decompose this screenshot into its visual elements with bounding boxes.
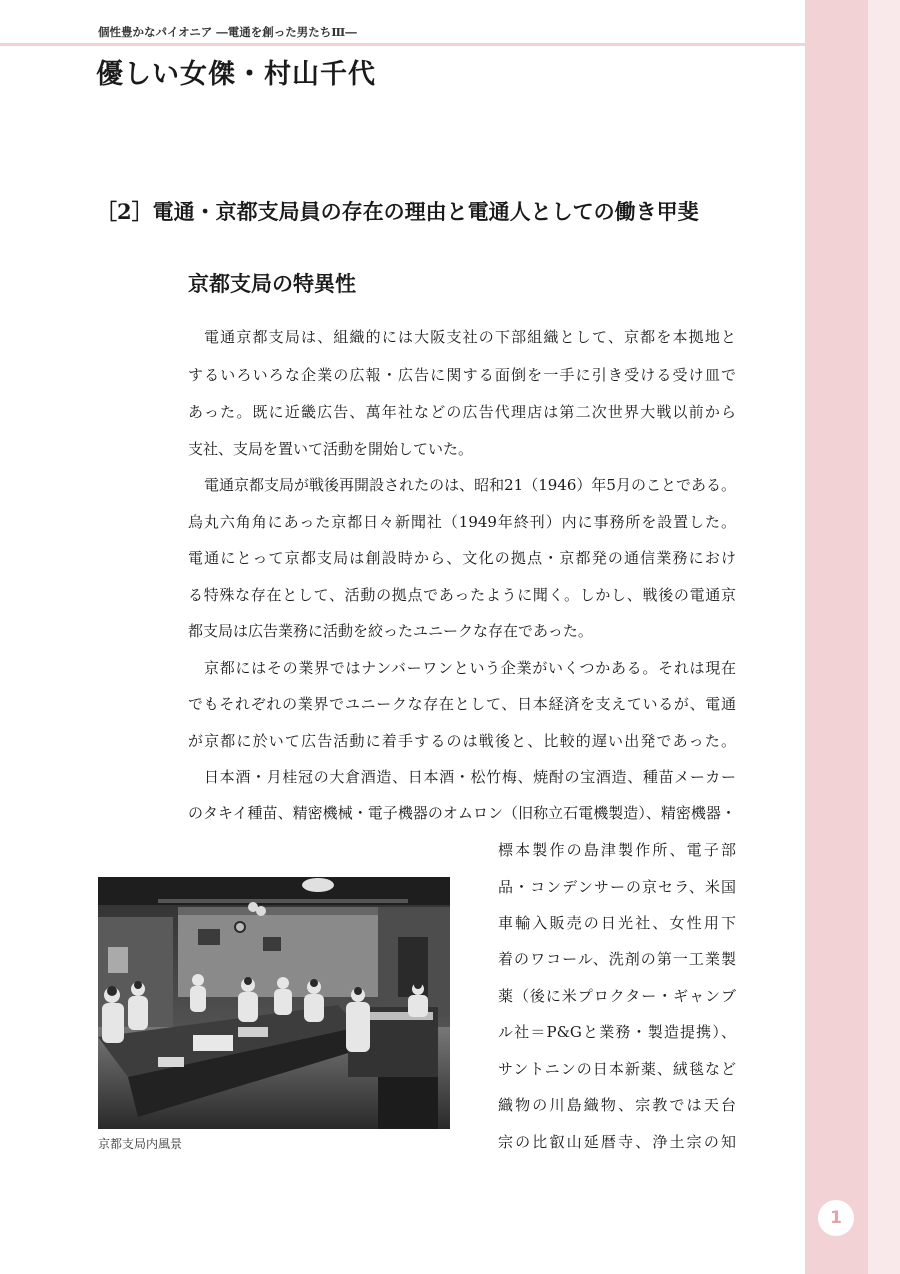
body-line: が京都に於いて広告活動に着手するのは戦後と、比較的遅い出発であった。 [188, 732, 736, 750]
column-line: サントニンの日本新薬、絨毯など [498, 1060, 736, 1078]
column-line: 標本製作の島津製作所、電子部 [498, 841, 736, 859]
body-line: 支社、支局を置いて活動を開始していた。 [188, 440, 474, 458]
photo-caption: 京都支局内風景 [98, 1137, 183, 1151]
body-line: る特殊な存在として、活動の拠点であったように聞く。しかし、戦後の電通京 [188, 586, 736, 604]
column-line: ル社＝P&Gと業務・製造提携）、 [498, 1023, 736, 1041]
series-title: 個性豊かなパイオニア ―電通を創った男たちⅢ― [98, 25, 357, 39]
body-line: あった。既に近畿広告、萬年社などの広告代理店は第二次世界大戦以前から [188, 403, 736, 421]
body-line: 電通京都支局は、組織的には大阪支社の下部組織として、京都を本拠地と [204, 328, 736, 346]
side-stripe [868, 0, 900, 1274]
body-line: 電通にとって京都支局は創設時から、文化の拠点・京都発の通信業務におけ [188, 549, 736, 567]
page-title: 優しい女傑・村山千代 [96, 59, 376, 90]
column-line: 車輸入販売の日光社、女性用下 [498, 914, 736, 932]
section-heading: ［2］電通・京都支局員の存在の理由と電通人としての働き甲斐 [96, 199, 699, 224]
header-rule [0, 43, 805, 46]
body-line: 日本酒・月桂冠の大倉酒造、日本酒・松竹梅、焼酎の宝酒造、種苗メーカー [204, 768, 736, 786]
body-line: のタキイ種苗、精密機械・電子機器のオムロン（旧称立石電機製造）、精密機器・ [188, 804, 736, 822]
body-line: 電通京都支局が戦後再開設されたのは、昭和21（1946）年5月のことである。 [204, 476, 736, 494]
column-line: 宗の比叡山延暦寺、浄土宗の知 [498, 1133, 736, 1151]
column-line: 薬（後に米プロクター・ギャンブ [498, 987, 736, 1005]
office-photo-illustration [98, 877, 450, 1129]
column-line: 着のワコール、洗剤の第一工業製 [498, 950, 736, 968]
page-number: 1 [818, 1200, 854, 1236]
body-line: 京都にはその業界ではナンバーワンという企業がいくつかある。それは現在 [204, 659, 736, 677]
body-line: でもそれぞれの業界でユニークな存在として、日本経済を支えているが、電通 [188, 695, 736, 713]
body-line: するいろいろな企業の広報・広告に関する面倒を一手に引き受ける受け皿で [188, 366, 736, 384]
office-photo [98, 877, 450, 1129]
body-line: 都支局は広告業務に活動を絞ったユニークな存在であった。 [188, 622, 593, 640]
column-line: 品・コンデンサーの京セラ、米国 [498, 878, 736, 896]
sub-heading: 京都支局の特異性 [188, 271, 356, 296]
body-line: 烏丸六角角にあった京都日々新聞社（1949年終刊）内に事務所を設置した。 [188, 513, 736, 531]
column-line: 織物の川島織物、宗教では天台 [498, 1096, 736, 1114]
